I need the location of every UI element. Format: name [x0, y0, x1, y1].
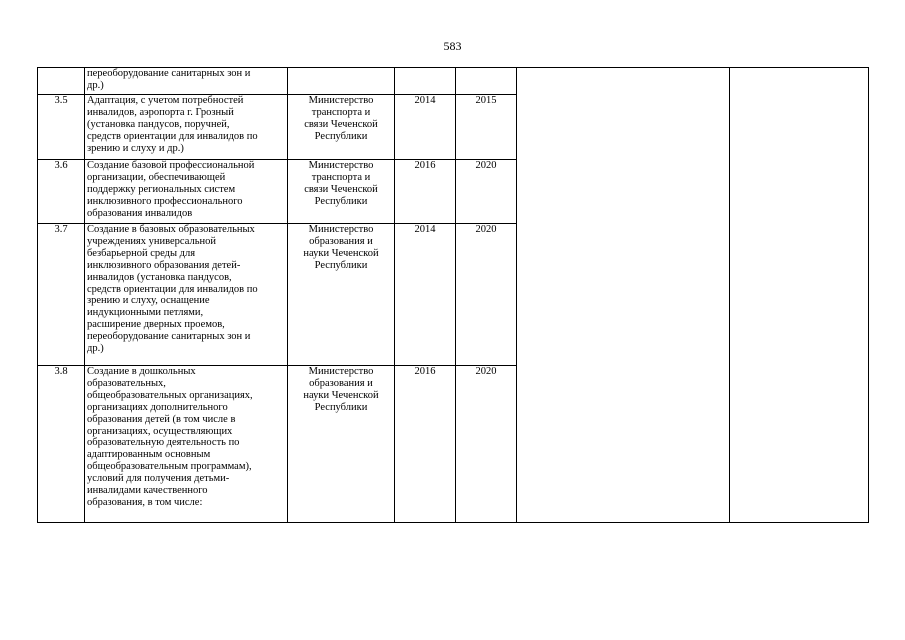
executor-line: Министерство — [308, 95, 374, 106]
activity-name-line: образовательных, — [87, 377, 166, 389]
executor-line: Республики — [314, 195, 368, 207]
activity-name-line: переоборудование санитарных зон и — [87, 331, 251, 343]
activity-name-line: средств ориентации для инвалидов по — [87, 283, 258, 295]
activity-name-line: зрению и слуху, оснащение — [87, 295, 210, 307]
activity-name-line: инвалидами качественного — [87, 485, 208, 497]
page-number: 583 — [443, 39, 462, 53]
executor-line: Министерство — [308, 366, 374, 377]
activity-name-cell — [85, 224, 288, 366]
activity-name-line: инклюзивного образования детей- — [87, 259, 241, 271]
row-number-cell: 3.7 — [38, 224, 85, 366]
end-year-cell: 2020 — [456, 160, 517, 224]
start-year-cell: 2014 — [395, 224, 456, 366]
activity-name-line: Создание базовой профессиональной — [87, 160, 255, 171]
program-activities-table — [37, 67, 869, 523]
activity-name-line: образовательную деятельность по — [87, 437, 240, 449]
activity-name-line: средств ориентации для инвалидов по — [87, 130, 258, 142]
start-year-cell: 2014 — [395, 95, 456, 160]
executor-line: науки Чеченской — [303, 247, 379, 259]
empty-cell — [730, 68, 869, 523]
activity-name-line: переоборудование санитарных зон и — [87, 68, 251, 79]
activity-name-cell — [85, 68, 288, 95]
activity-name-line: инвалидов (установка пандусов, — [87, 271, 232, 283]
activity-name-line: безбарьерной среды для — [87, 247, 196, 259]
end-year-cell: 2015 — [456, 95, 517, 160]
executor-line: науки Чеченской — [303, 389, 379, 401]
executor-line: транспорта и — [311, 106, 371, 118]
activity-name-line: инвалидов, аэропорта г. Грозный — [87, 106, 234, 118]
executor-line: Министерство — [308, 224, 374, 235]
activity-name-line: инклюзивного профессионального — [87, 195, 243, 207]
activity-name-line: общеобразовательным программам), — [87, 461, 252, 473]
activity-name-line: учреждениях универсальной — [87, 235, 216, 247]
start-year-cell: 2016 — [395, 160, 456, 224]
activity-name-line: образования, в том числе: — [87, 496, 203, 508]
executor-cell — [288, 160, 395, 224]
activity-name-line: организациях дополнительного — [87, 401, 228, 413]
executor-line: связи Чеченской — [304, 183, 378, 195]
activity-name-line: Создание в базовых образовательных — [87, 224, 255, 235]
activity-name-line: (установка пандусов, поручней, — [87, 118, 230, 130]
activity-name-line: адаптированным основным — [87, 449, 211, 461]
executor-line: Республики — [314, 259, 368, 271]
activity-name-line: организации, обеспечивающей — [87, 171, 226, 183]
activity-name-cell — [85, 366, 288, 523]
row-number-cell — [38, 68, 85, 95]
executor-line: образования и — [309, 235, 373, 247]
start-year-cell: 2016 — [395, 366, 456, 523]
executor-line: транспорта и — [311, 171, 371, 183]
activity-name-line: поддержку региональных систем — [87, 183, 236, 195]
row-number-cell: 3.5 — [38, 95, 85, 160]
activity-name-line: организациях, осуществляющих — [87, 425, 233, 437]
executor-cell — [288, 224, 395, 366]
executor-line: Республики — [314, 130, 368, 142]
row-number-cell: 3.6 — [38, 160, 85, 224]
executor-line: Республики — [314, 401, 368, 413]
row-number-cell: 3.8 — [38, 366, 85, 523]
activity-name-line: Создание в дошкольных — [87, 366, 196, 377]
table-row — [38, 68, 869, 95]
activity-name-line: образования инвалидов — [87, 207, 193, 219]
executor-line: Министерство — [308, 160, 374, 171]
executor-cell — [288, 366, 395, 523]
activity-name-line: Адаптация, с учетом потребностей — [87, 95, 244, 106]
executor-line: связи Чеченской — [304, 118, 378, 130]
executor-cell — [288, 68, 395, 95]
executor-cell — [288, 95, 395, 160]
executor-line: образования и — [309, 377, 373, 389]
activity-name-line: расширение дверных проемов, — [87, 319, 225, 331]
activity-name-line: условий для получения детьми- — [87, 473, 230, 485]
activity-name-line: индукционными петлями, — [87, 307, 204, 319]
activity-name-line: образования детей (в том числе в — [87, 413, 236, 425]
end-year-cell: 2020 — [456, 366, 517, 523]
activity-name-cell — [85, 160, 288, 224]
end-year-cell — [456, 68, 517, 95]
activity-name-line: зрению и слуху и др.) — [87, 142, 184, 154]
activity-name-line: др.) — [87, 343, 104, 355]
activity-name-cell — [85, 95, 288, 160]
end-year-cell: 2020 — [456, 224, 517, 366]
start-year-cell — [395, 68, 456, 95]
activity-name-line: общеобразовательных организациях, — [87, 389, 253, 401]
empty-cell — [517, 68, 730, 523]
activity-name-line: др.) — [87, 79, 104, 91]
